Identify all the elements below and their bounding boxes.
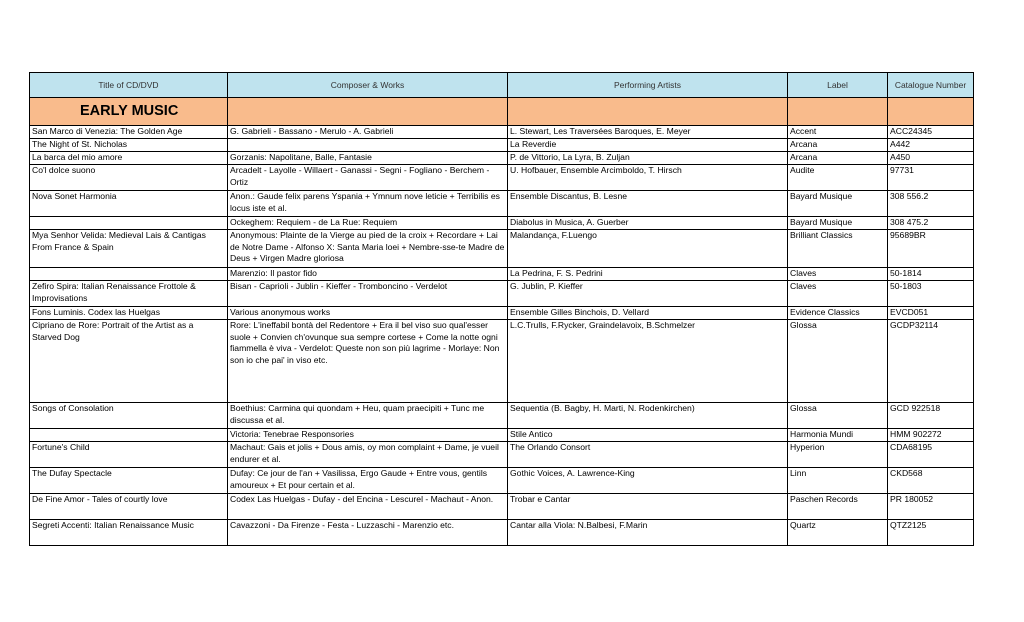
- cell-composer: Codex Las Huelgas - Dufay - del Encina - Lescurel - Machaut - Anon.: [228, 494, 508, 520]
- cell-composer: Bisan - Caprioli - Jublin - Kieffer - Tromboncino - Verdelot: [228, 281, 508, 307]
- cell-composer: Marenzio: Il pastor fido: [228, 268, 508, 281]
- cell-catalogue: 95689BR: [888, 230, 974, 268]
- table-row: [30, 152, 974, 165]
- header-title: Title of CD/DVD: [30, 73, 228, 98]
- cell-title: The Night of St. Nicholas: [30, 139, 228, 152]
- cell-catalogue: A442: [888, 139, 974, 152]
- music-catalogue-table: [29, 72, 974, 546]
- cell-title: [30, 268, 228, 281]
- cell-title: [30, 217, 228, 230]
- table-row: [30, 403, 974, 429]
- cell-artists: G. Jublin, P. Kieffer: [508, 281, 788, 307]
- cell-label: Evidence Classics: [788, 307, 888, 320]
- cell-artists: Diabolus in Musica, A. Guerber: [508, 217, 788, 230]
- cell-catalogue: EVCD051: [888, 307, 974, 320]
- cell-title: The Dufay Spectacle: [30, 468, 228, 494]
- cell-catalogue: 50-1814: [888, 268, 974, 281]
- table-row: [30, 429, 974, 442]
- cell-artists: L.C.Trulls, F.Rycker, Graindelavoix, B.Schmelzer: [508, 320, 788, 403]
- table-row: [30, 126, 974, 139]
- cell-title: Fons Luminis. Codex las Huelgas: [30, 307, 228, 320]
- table-row: [30, 165, 974, 191]
- table-row: [30, 442, 974, 468]
- cell-label: Hyperion: [788, 442, 888, 468]
- cell-artists: Trobar e Cantar: [508, 494, 788, 520]
- cell-title: La barca del mio amore: [30, 152, 228, 165]
- cell-composer: Dufay: Ce jour de l'an + Vasilissa, Ergo Gaude + Entre vous, gentils amoureux + Et pour certain et al.: [228, 468, 508, 494]
- table-row: [30, 268, 974, 281]
- cell-artists: Ensemble Gilles Binchois, D. Vellard: [508, 307, 788, 320]
- cell-catalogue: QTZ2125: [888, 520, 974, 546]
- cell-artists: Malandança, F.Luengo: [508, 230, 788, 268]
- header-composer: Composer & Works: [228, 73, 508, 98]
- cell-catalogue: CDA68195: [888, 442, 974, 468]
- cell-label: Claves: [788, 268, 888, 281]
- cell-catalogue: 308 556.2: [888, 191, 974, 217]
- cell-artists: Sequentia (B. Bagby, H. Marti, N. Rodenkirchen): [508, 403, 788, 429]
- cell-title: Mya Senhor Velida: Medieval Lais & Cantigas From France & Spain: [30, 230, 228, 268]
- cell-composer: Arcadelt - Layolle - Willaert - Ganassi - Segni - Fogliano - Berchem - Ortiz: [228, 165, 508, 191]
- table-row: [30, 191, 974, 217]
- cell-label: Quartz: [788, 520, 888, 546]
- table-row: [30, 281, 974, 307]
- cell-catalogue: A450: [888, 152, 974, 165]
- cell-composer: Boethius: Carmina qui quondam + Heu, quam praecipiti + Tunc me discussa et al.: [228, 403, 508, 429]
- cell-title: Fortune's Child: [30, 442, 228, 468]
- cell-artists: Gothic Voices, A. Lawrence-King: [508, 468, 788, 494]
- cell-catalogue: 97731: [888, 165, 974, 191]
- cell-label: Paschen Records: [788, 494, 888, 520]
- cell-title: Nova Sonet Harmonia: [30, 191, 228, 217]
- cell-catalogue: GCDP32114: [888, 320, 974, 403]
- cell-title: Co'l dolce suono: [30, 165, 228, 191]
- cell-artists: Stile Antico: [508, 429, 788, 442]
- header-row: [30, 73, 974, 98]
- cell-title: Segreti Accenti: Italian Renaissance Music: [30, 520, 228, 546]
- cell-artists: La Reverdie: [508, 139, 788, 152]
- cell-composer: Machaut: Gais et jolis + Dous amis, oy mon complaint + Dame, je vueil endurer et al.: [228, 442, 508, 468]
- cell-title: Songs of Consolation: [30, 403, 228, 429]
- section-title: EARLY MUSIC: [30, 98, 228, 126]
- cell-composer: G. Gabrieli - Bassano - Merulo - A. Gabrieli: [228, 126, 508, 139]
- cell-catalogue: 308 475.2: [888, 217, 974, 230]
- cell-label: Glossa: [788, 320, 888, 403]
- cell-artists: Cantar alla Viola: N.Balbesi, F.Marin: [508, 520, 788, 546]
- cell-title: [30, 429, 228, 442]
- cell-catalogue: HMM 902272: [888, 429, 974, 442]
- table-row: [30, 468, 974, 494]
- cell-catalogue: CKD568: [888, 468, 974, 494]
- cell-composer: Various anonymous works: [228, 307, 508, 320]
- table-row: [30, 520, 974, 546]
- cell-artists: La Pedrina, F. S. Pedrini: [508, 268, 788, 281]
- table-row: [30, 230, 974, 268]
- cell-composer: Cavazzoni - Da Firenze - Festa - Luzzaschi - Marenzio etc.: [228, 520, 508, 546]
- cell-label: Brilliant Classics: [788, 230, 888, 268]
- cell-artists: L. Stewart, Les Traversées Baroques, E. Meyer: [508, 126, 788, 139]
- cell-composer: Ockeghem: Requiem - de La Rue: Requiem: [228, 217, 508, 230]
- cell-artists: U. Hofbauer, Ensemble Arcimboldo, T. Hirsch: [508, 165, 788, 191]
- cell-label: Arcana: [788, 139, 888, 152]
- header-catalogue: Catalogue Number: [888, 73, 974, 98]
- header-artists: Performing Artists: [508, 73, 788, 98]
- cell-label: Glossa: [788, 403, 888, 429]
- cell-artists: Ensemble Discantus, B. Lesne: [508, 191, 788, 217]
- cell-label: Arcana: [788, 152, 888, 165]
- cell-composer: [228, 139, 508, 152]
- cell-label: Bayard Musique: [788, 217, 888, 230]
- cell-title: San Marco di Venezia: The Golden Age: [30, 126, 228, 139]
- cell-label: Bayard Musique: [788, 191, 888, 217]
- cell-catalogue: 50-1803: [888, 281, 974, 307]
- cell-composer: Victoria: Tenebrae Responsories: [228, 429, 508, 442]
- cell-label: Harmonia Mundi: [788, 429, 888, 442]
- cell-composer: Gorzanis: Napolitane, Balle, Fantasie: [228, 152, 508, 165]
- cell-catalogue: GCD 922518: [888, 403, 974, 429]
- cell-label: Claves: [788, 281, 888, 307]
- cell-label: Linn: [788, 468, 888, 494]
- cell-label: Accent: [788, 126, 888, 139]
- cell-composer: Rore: L'ineffabil bontà del Redentore + Era il bel viso suo qual'esser suole + Convien ch'ovunque sua sempre cortese + Come la notte ogni fiammella è viva - Verdelot: Queste non son più lagrime - Morlaye: Non son io che pai' in viso etc.: [228, 320, 508, 403]
- cell-composer: Anon.: Gaude felix parens Yspania + Ymnum nove leticie + Terribilis es locus iste et al.: [228, 191, 508, 217]
- header-label: Label: [788, 73, 888, 98]
- section-row: [30, 98, 974, 126]
- cell-title: Cipriano de Rore: Portrait of the Artist as a Starved Dog: [30, 320, 228, 403]
- cell-composer: Anonymous: Plainte de la Vierge au pied de la croix + Recordare + Lai de Notre Dame - Alfonso X: Santa Maria loei + Nembre-sse-te Madre de Deus + Virgen Madre gloriosa: [228, 230, 508, 268]
- cell-artists: P. de Vittorio, La Lyra, B. Zuljan: [508, 152, 788, 165]
- cell-catalogue: ACC24345: [888, 126, 974, 139]
- cell-title: De Fine Amor - Tales of courtly love: [30, 494, 228, 520]
- cell-artists: The Orlando Consort: [508, 442, 788, 468]
- table-row: [30, 307, 974, 320]
- table-row: [30, 494, 974, 520]
- cell-label: Audite: [788, 165, 888, 191]
- cell-catalogue: PR 180052: [888, 494, 974, 520]
- table-row: [30, 320, 974, 403]
- table-row: [30, 217, 974, 230]
- table-row: [30, 139, 974, 152]
- cell-title: Zefiro Spira: Italian Renaissance Frottole & Improvisations: [30, 281, 228, 307]
